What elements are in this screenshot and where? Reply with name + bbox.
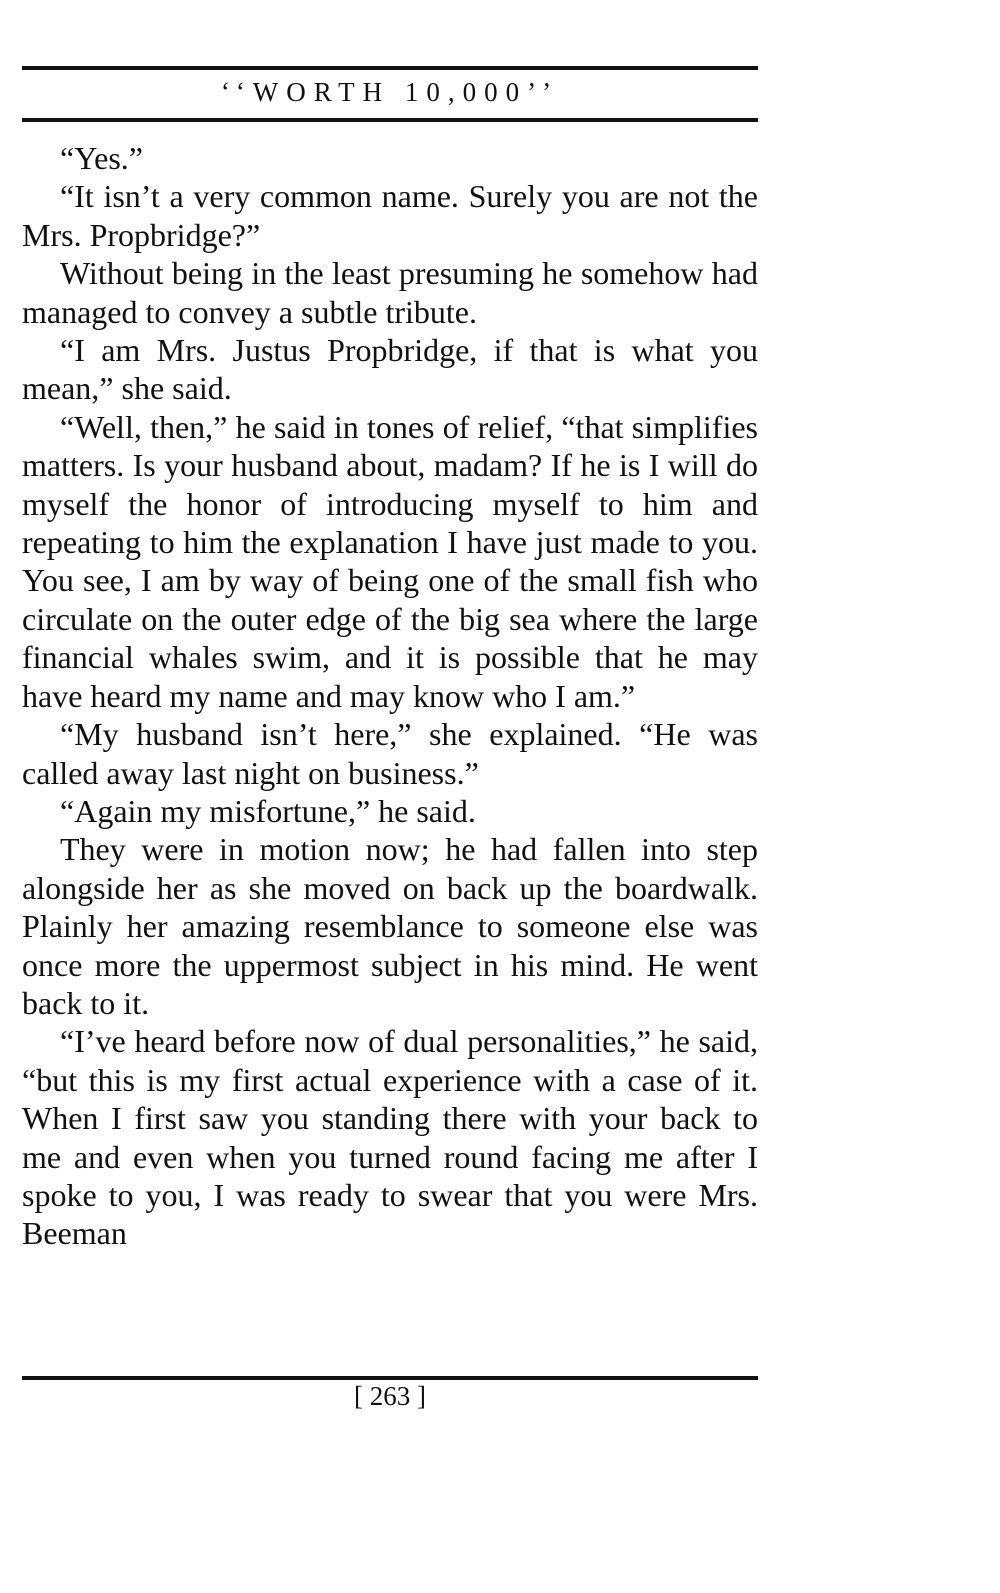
paragraph: They were in motion now; he had fallen into step alongside her as she moved on back up the boardwalk. Plainly her amazing resemblance to someone else was once more the uppermost subject in his mind. He went back to it. bbox=[22, 831, 758, 1021]
paragraph: “Again my misfortune,” he said. bbox=[60, 792, 476, 829]
paragraph: “My husband isn’t here,” she explained. “He was called away last night on business.” bbox=[22, 716, 758, 791]
paragraph: “I’ve heard before now of dual personalities,” he said, “but this is my first actual experience with a case of it. When I first saw you standing there with your back to me and even when you turned round facing me after I spoke to you, I was ready to swear that you were Mrs. Beeman bbox=[22, 1023, 758, 1252]
body-text bbox=[22, 139, 758, 1253]
running-head: ‘‘WORTH 10,000’’ bbox=[220, 77, 560, 107]
paragraph: Without being in the least presuming he somehow had managed to convey a subtle tribute. bbox=[22, 255, 758, 330]
header-rule bbox=[22, 118, 758, 122]
top-rule bbox=[22, 66, 758, 70]
paragraph: “Yes.” bbox=[60, 140, 143, 176]
paragraph: “I am Mrs. Justus Propbridge, if that is what you mean,” she said. bbox=[22, 332, 758, 407]
paragraph: “It isn’t a very common name. Surely you are not the Mrs. Propbridge?” bbox=[22, 178, 758, 253]
paragraph: “Well, then,” he said in tones of relief, “that simplifies matters. Is your husband about, madam? If he is I will do myself the honor of introducing myself to him and repeating to him the explanation I have just made to you. You see, I am by way of being one of the small fish who circulate on the outer edge of the big sea where the large financial whales swim, and it is possible that he may have heard my name and may know who I am.” bbox=[22, 408, 758, 714]
page-number: [ 263 ] bbox=[354, 1381, 426, 1411]
